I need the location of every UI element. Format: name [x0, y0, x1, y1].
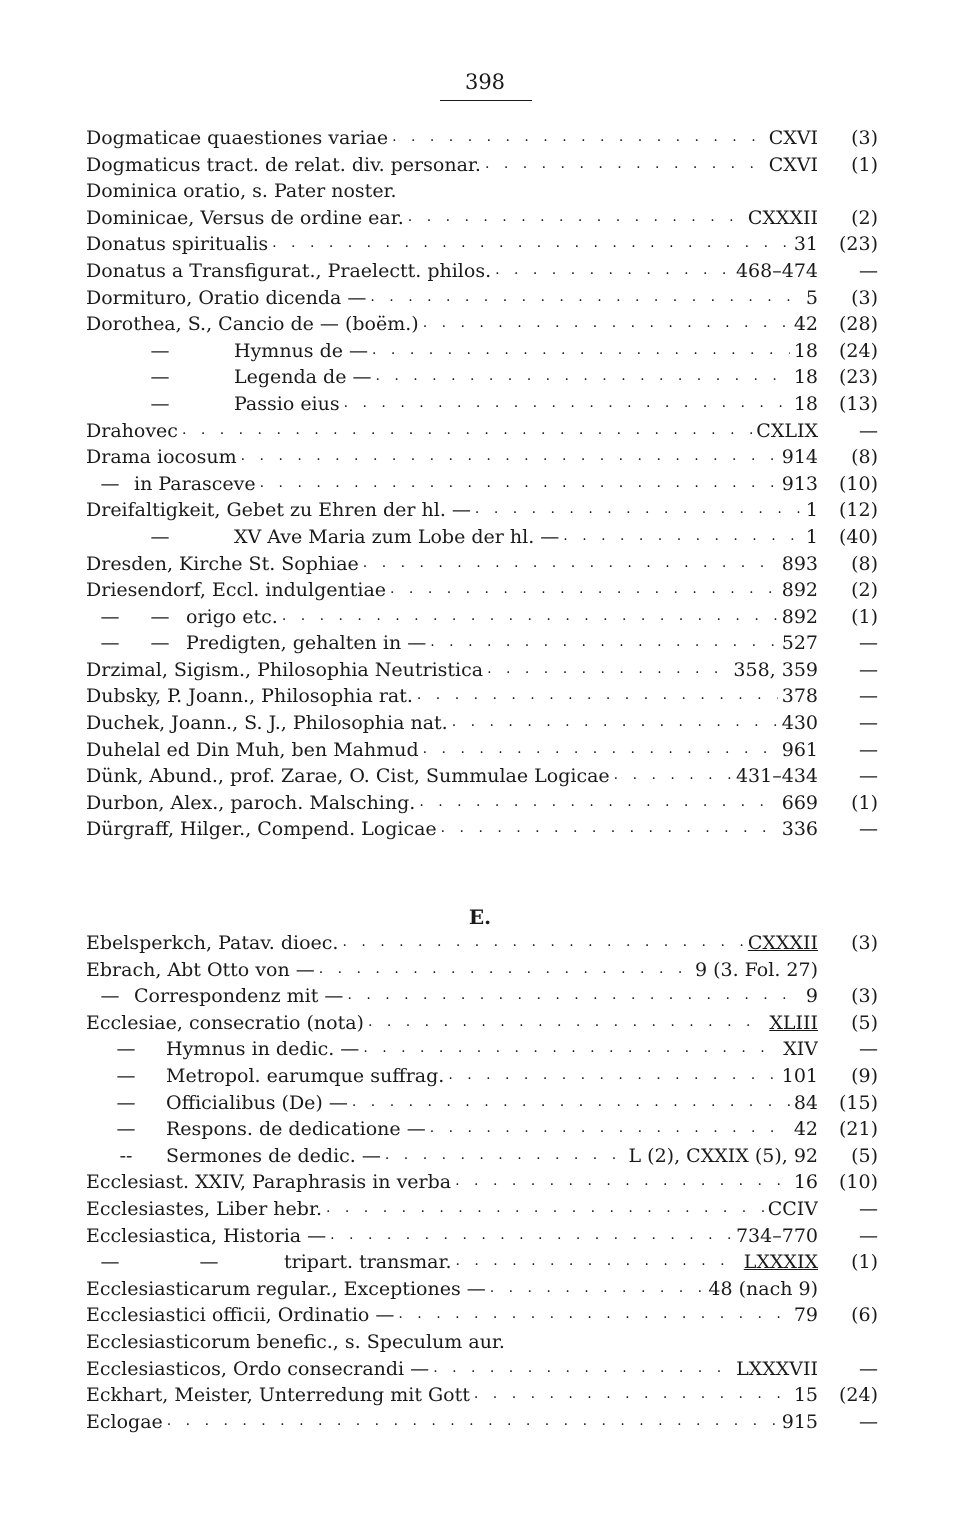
page-reference: 669	[781, 791, 818, 814]
page-reference: 48 (nach 9)	[708, 1277, 818, 1300]
entry-text: Driesendorf, Eccl. indulgentiae	[86, 579, 387, 602]
item-number: (2)	[851, 206, 878, 229]
page-reference: 734–770	[735, 1224, 818, 1247]
index-entry	[86, 311, 878, 338]
entry-text: Dominicae, Versus de ordine ear.	[86, 206, 404, 229]
entry-heading	[86, 1036, 818, 1063]
dot-leader	[372, 338, 790, 365]
dot-leader	[326, 1196, 764, 1223]
entry-text: Dürgraff, Hilger., Compend. Logicae	[86, 818, 437, 841]
page-reference: 527	[781, 632, 818, 655]
index-entry	[86, 1302, 878, 1329]
entry-text: Hymnus de —	[234, 339, 369, 362]
entry-text: Ecclesiastes, Liber hebr.	[86, 1197, 322, 1220]
entry-heading	[86, 1223, 818, 1250]
item-number	[818, 1276, 878, 1303]
index-entry	[86, 1409, 878, 1436]
index-entry	[86, 816, 878, 843]
entry-text: Ecclesiastica, Historia —	[86, 1224, 327, 1247]
page-reference: CXLIX	[756, 419, 818, 442]
index-entry	[86, 577, 878, 604]
index-entry	[86, 790, 878, 817]
item-number: (10)	[838, 1171, 878, 1194]
item-number: (1)	[851, 153, 878, 176]
entry-heading	[86, 1143, 818, 1170]
entry-text: Ecclesiae, consecratio (nota)	[86, 1011, 364, 1034]
item-number: (21)	[838, 1118, 878, 1141]
index-entry	[86, 1276, 878, 1303]
dot-leader	[241, 444, 778, 471]
index-entry	[86, 285, 878, 312]
index-entry	[86, 604, 878, 631]
index-entry	[86, 1036, 878, 1063]
entry-text: Dogmaticus tract. de relat. div. personar.	[86, 153, 481, 176]
entry-text: origo etc.	[186, 605, 278, 628]
page-reference: 15	[793, 1384, 818, 1407]
entry-heading	[86, 1356, 818, 1383]
entry-heading	[86, 258, 818, 285]
dot-leader	[342, 930, 743, 957]
page-reference: 336	[781, 818, 818, 841]
index-entry	[86, 524, 878, 551]
page-reference: 430	[781, 712, 818, 735]
page-reference: 915	[781, 1410, 818, 1433]
ditto-dash: —	[100, 985, 120, 1008]
entry-text: Donatus a Transfigurat., Praelectt. philos.	[86, 259, 492, 282]
item-number: (24)	[838, 339, 878, 362]
entry-text: Hymnus in dedic. —	[166, 1038, 360, 1061]
page-reference: 42	[793, 1118, 818, 1141]
index-entry	[86, 1356, 878, 1383]
item-number: —	[859, 1357, 878, 1380]
entry-text: Dünk, Abund., prof. Zarae, O. Cist, Summulae Logicae	[86, 765, 610, 788]
item-number: —	[859, 818, 878, 841]
dot-leader	[363, 551, 778, 578]
dot-leader	[370, 285, 802, 312]
entry-heading	[86, 364, 818, 391]
dot-leader	[423, 737, 778, 764]
ditto-dash: —	[150, 366, 170, 389]
page-reference: 892	[781, 605, 818, 628]
page-reference: 893	[781, 552, 818, 575]
page-reference: 892	[781, 579, 818, 602]
index-entry	[86, 258, 878, 285]
item-number: —	[859, 1224, 878, 1247]
entry-heading	[86, 577, 818, 604]
page-reference: CXXXII	[747, 206, 818, 229]
entry-heading	[86, 205, 818, 232]
index-entry	[86, 983, 878, 1010]
page-reference	[401, 178, 405, 205]
entry-text: Officialibus (De) —	[166, 1091, 348, 1114]
dot-leader	[330, 1223, 732, 1250]
item-number: (13)	[838, 392, 878, 415]
entry-text: Dominica oratio, s. Pater noster.	[86, 180, 397, 203]
entry-text: Dogmaticae quaestiones variae	[86, 127, 389, 149]
dot-leader	[430, 630, 777, 657]
index-section-e	[86, 930, 878, 1435]
entry-heading	[86, 1382, 818, 1409]
entry-heading	[86, 444, 818, 471]
item-number: (15)	[838, 1091, 878, 1114]
page-number-rule	[440, 100, 532, 101]
item-number: —	[859, 1197, 878, 1220]
dot-leader	[344, 391, 790, 418]
item-number: —	[859, 738, 878, 761]
index-entry	[86, 152, 878, 179]
entry-text: in Parasceve	[134, 472, 256, 495]
entry-text: Drzimal, Sigism., Philosophia Neutristica	[86, 658, 484, 681]
dot-leader	[475, 497, 802, 524]
entry-text: Duhelal ed Din Muh, ben Mahmud	[86, 738, 419, 761]
entry-text: Respons. de dedicatione —	[166, 1118, 426, 1141]
entry-text: Dresden, Kirche St. Sophiae	[86, 552, 359, 575]
index-entry	[86, 364, 878, 391]
entry-text: Ecclesiasticorum benefic., s. Speculum aur.	[86, 1330, 505, 1353]
page-reference: 79	[793, 1304, 818, 1327]
entry-text: Dreifaltigkeit, Gebet zu Ehren der hl. —	[86, 499, 471, 522]
index-entry	[86, 1063, 878, 1090]
page-reference: CXXXII	[747, 932, 818, 954]
entry-text: XV Ave Maria zum Lobe der hl. —	[234, 525, 560, 548]
entry-heading	[86, 957, 818, 984]
dot-leader	[490, 1276, 705, 1303]
dot-leader	[485, 152, 765, 179]
ditto-dash: —	[150, 339, 170, 362]
dot-leader	[182, 418, 752, 445]
page-reference: CCIV	[767, 1197, 818, 1220]
ditto-dash: —	[116, 1091, 136, 1114]
entry-heading	[86, 1409, 818, 1436]
page-reference: LXXXVII	[736, 1357, 818, 1380]
ditto-dash: —	[100, 1251, 120, 1274]
entry-heading	[86, 125, 818, 152]
page-reference: LXXXIX	[743, 1251, 818, 1274]
ditto-dash: —	[100, 605, 120, 628]
page-reference: 468–474	[735, 259, 818, 282]
item-number: —	[859, 712, 878, 735]
entry-text: Dormituro, Oratio dicenda —	[86, 286, 367, 309]
dot-leader	[390, 577, 778, 604]
dot-leader	[441, 816, 778, 843]
item-number: (8)	[851, 446, 878, 469]
index-entry	[86, 125, 878, 152]
page-reference: 42	[793, 313, 818, 336]
entry-text: Ecclesiasticos, Ordo consecrandi —	[86, 1357, 430, 1380]
item-number: —	[859, 632, 878, 655]
entry-heading	[86, 471, 818, 498]
dot-leader	[363, 1036, 779, 1063]
index-entry	[86, 1169, 878, 1196]
entry-heading	[86, 930, 818, 957]
entry-heading	[86, 630, 818, 657]
entry-text: Eclogae	[86, 1410, 163, 1433]
dot-leader	[495, 258, 732, 285]
entry-text: Ebrach, Abt Otto von —	[86, 958, 315, 981]
entry-text: Ecclesiast. XXIV, Paraphrasis in verba	[86, 1171, 452, 1194]
dot-leader	[417, 683, 778, 710]
index-entry	[86, 1382, 878, 1409]
page-reference: 1	[805, 499, 818, 522]
page-reference: 9 (3. Fol. 27)	[694, 958, 818, 981]
entry-heading	[86, 604, 818, 631]
dot-leader	[167, 1409, 778, 1436]
dot-leader	[347, 983, 801, 1010]
dot-leader	[423, 311, 790, 338]
ditto-dash: —	[100, 472, 120, 495]
entry-heading	[86, 683, 818, 710]
entry-heading	[86, 1116, 818, 1143]
item-number: (24)	[838, 1384, 878, 1407]
entry-heading	[86, 178, 818, 205]
page-reference	[509, 1329, 513, 1356]
index-entry	[86, 657, 878, 684]
item-number: (28)	[838, 313, 878, 336]
entry-heading	[86, 1302, 818, 1329]
index-entry	[86, 683, 878, 710]
dot-leader	[375, 364, 789, 391]
entry-heading	[86, 790, 818, 817]
dot-leader	[452, 710, 778, 737]
dot-leader	[455, 1169, 790, 1196]
entry-text: Drama iocosum	[86, 446, 237, 469]
item-number: (10)	[838, 472, 878, 495]
page-reference: 18	[793, 392, 818, 415]
index-entry	[86, 471, 878, 498]
page-reference: 31	[793, 233, 818, 256]
entry-text: tripart. transmar.	[284, 1251, 452, 1274]
item-number: (40)	[838, 525, 878, 548]
page-reference: L (2), CXXIX (5), 92	[628, 1144, 818, 1167]
item-number: (1)	[851, 791, 878, 814]
entry-text: Ebelsperkch, Patav. dioec.	[86, 932, 339, 954]
index-entry	[86, 1116, 878, 1143]
dot-leader	[385, 1143, 625, 1170]
item-number: (5)	[851, 1144, 878, 1167]
entry-heading	[86, 1329, 818, 1356]
index-entry	[86, 763, 878, 790]
item-number: (3)	[851, 985, 878, 1008]
entry-heading	[86, 391, 818, 418]
index-entry	[86, 1010, 878, 1037]
dot-leader	[272, 231, 790, 258]
item-number: —	[859, 1038, 878, 1061]
entry-heading	[86, 231, 818, 258]
ditto-dash: —	[150, 632, 170, 655]
index-entry	[86, 205, 878, 232]
dot-leader	[456, 1249, 740, 1276]
entry-text: Ecclesiasticarum regular., Exceptiones —	[86, 1277, 486, 1300]
entry-heading	[86, 1090, 818, 1117]
item-number: (2)	[851, 579, 878, 602]
index-entry	[86, 930, 878, 957]
item-number: (23)	[838, 366, 878, 389]
item-number: (3)	[851, 286, 878, 309]
page-reference: 378	[781, 685, 818, 708]
ditto-dash: —	[116, 1118, 136, 1141]
entry-heading	[86, 311, 818, 338]
entry-text: Eckhart, Meister, Unterredung mit Gott	[86, 1384, 470, 1407]
item-number: (3)	[851, 127, 878, 149]
dot-leader	[487, 657, 729, 684]
item-number: (3)	[851, 932, 878, 954]
entry-text: Durbon, Alex., paroch. Malsching.	[86, 791, 416, 814]
entry-heading	[86, 497, 818, 524]
item-number: (1)	[851, 1251, 878, 1274]
index-entry	[86, 444, 878, 471]
index-entry	[86, 957, 878, 984]
dot-leader	[260, 471, 778, 498]
dot-leader	[563, 524, 802, 551]
entry-heading	[86, 338, 818, 365]
entry-text: Correspondenz mit —	[134, 985, 344, 1008]
ditto-dash: —	[199, 1251, 219, 1274]
item-number: (23)	[838, 233, 878, 256]
page-reference: XIV	[783, 1038, 818, 1061]
entry-text: Sermones de dedic. —	[166, 1144, 381, 1167]
dot-leader	[392, 125, 765, 152]
dot-leader	[419, 790, 777, 817]
entry-heading	[86, 1010, 818, 1037]
item-number: —	[859, 259, 878, 282]
entry-text: Dorothea, S., Cancio de — (boëm.)	[86, 313, 419, 336]
item-number	[818, 1329, 878, 1356]
ditto-dash: —	[100, 632, 120, 655]
dot-leader	[282, 604, 778, 631]
entry-heading	[86, 816, 818, 843]
dot-leader	[614, 763, 732, 790]
dot-leader	[430, 1116, 790, 1143]
dot-leader	[368, 1010, 765, 1037]
index-entry	[86, 1143, 878, 1170]
index-entry	[86, 551, 878, 578]
item-number: —	[859, 765, 878, 788]
ditto-dash: —	[150, 392, 170, 415]
item-number: —	[859, 658, 878, 681]
page-reference: 358, 359	[733, 658, 818, 681]
index-entry	[86, 178, 878, 205]
item-number: —	[859, 419, 878, 442]
entry-heading	[86, 524, 818, 551]
entry-heading	[86, 763, 818, 790]
page-reference: 914	[781, 446, 818, 469]
index-entry	[86, 1090, 878, 1117]
item-number: (9)	[851, 1064, 878, 1087]
page-reference: 961	[781, 738, 818, 761]
dot-leader	[398, 1302, 789, 1329]
page-reference: CXVI	[768, 153, 818, 176]
entry-text: Ecclesiastici officii, Ordinatio —	[86, 1304, 395, 1327]
index-entry	[86, 737, 878, 764]
page-reference: 1	[805, 525, 818, 548]
index-entry	[86, 338, 878, 365]
ditto-dash: --	[119, 1144, 133, 1167]
page-reference: 431–434	[735, 765, 818, 788]
item-number: (12)	[838, 499, 878, 522]
entry-text: Predigten, gehalten in —	[186, 632, 427, 655]
entry-heading	[86, 1196, 818, 1223]
item-number: (8)	[851, 552, 878, 575]
entry-text: Legenda de —	[234, 366, 372, 389]
page-reference: 84	[793, 1091, 818, 1114]
ditto-dash: —	[150, 525, 170, 548]
page-number: 398	[464, 70, 506, 94]
dot-leader	[352, 1090, 790, 1117]
item-number: —	[859, 685, 878, 708]
item-number: (6)	[851, 1304, 878, 1327]
entry-text: Metropol. earumque suffrag.	[166, 1064, 445, 1087]
ditto-dash: —	[150, 605, 170, 628]
item-number	[818, 957, 878, 984]
entry-heading	[86, 737, 818, 764]
entry-text: Duchek, Joann., S. J., Philosophia nat.	[86, 712, 448, 735]
index-entry	[86, 418, 878, 445]
dot-leader	[474, 1382, 790, 1409]
ditto-dash: —	[116, 1038, 136, 1061]
entry-heading	[86, 657, 818, 684]
index-entry	[86, 630, 878, 657]
page-reference: XLIII	[769, 1011, 818, 1034]
index-entry	[86, 1223, 878, 1250]
entry-heading	[86, 1276, 818, 1303]
item-number: (1)	[851, 605, 878, 628]
index-section-d	[86, 125, 878, 843]
entry-heading	[86, 152, 818, 179]
page-reference: 18	[793, 366, 818, 389]
page-reference: 5	[805, 286, 818, 309]
entry-text: Donatus spiritualis	[86, 233, 269, 256]
index-entry	[86, 497, 878, 524]
entry-text: Passio eius	[234, 392, 340, 415]
index-entry	[86, 1249, 878, 1276]
page-reference: 101	[781, 1064, 818, 1087]
page-reference: 16	[793, 1171, 818, 1194]
index-entry	[86, 710, 878, 737]
dot-leader	[433, 1356, 732, 1383]
page-reference: 18	[793, 339, 818, 362]
index-entry	[86, 391, 878, 418]
entry-heading	[86, 1169, 818, 1196]
entry-heading	[86, 983, 818, 1010]
page-reference: 9	[805, 985, 818, 1008]
page-reference: 913	[781, 472, 818, 495]
entry-text: Dubsky, P. Joann., Philosophia rat.	[86, 685, 413, 708]
index-entry	[86, 1196, 878, 1223]
entry-heading	[86, 418, 818, 445]
item-number: (5)	[851, 1011, 878, 1034]
item-number: —	[859, 1410, 878, 1433]
entry-heading	[86, 551, 818, 578]
entry-text: Drahovec	[86, 419, 178, 442]
page-reference: CXVI	[768, 127, 818, 149]
entry-heading	[86, 710, 818, 737]
section-heading-e: E.	[468, 905, 492, 929]
dot-leader	[448, 1063, 777, 1090]
entry-heading	[86, 1063, 818, 1090]
entry-heading	[86, 1249, 818, 1276]
dot-leader	[408, 205, 744, 232]
item-number	[818, 178, 878, 205]
index-entry	[86, 231, 878, 258]
index-entry	[86, 1329, 878, 1356]
entry-heading	[86, 285, 818, 312]
dot-leader	[319, 957, 691, 984]
ditto-dash: —	[116, 1064, 136, 1087]
